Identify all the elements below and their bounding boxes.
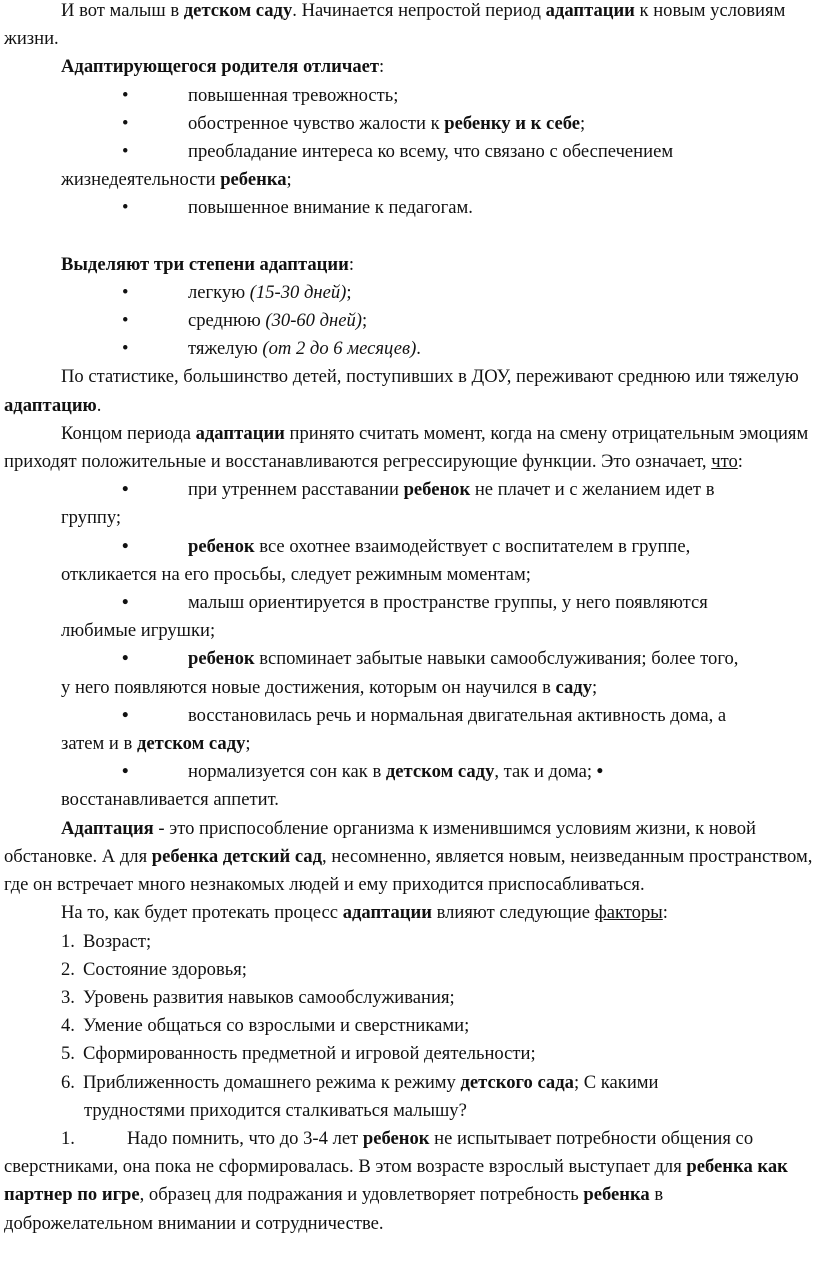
adaptation-definition bbox=[4, 815, 814, 900]
bullet-mark: • bbox=[596, 761, 604, 783]
italic-text: (30-60 дней) bbox=[265, 310, 362, 332]
bold-heading: Выделяют три степени адаптации bbox=[61, 253, 349, 275]
text: По статистике, большинство детей, поступивших в ДОУ, переживают среднюю или тяжелую bbox=[61, 366, 799, 388]
text: у него появляются новые достижения, которым он научился в bbox=[61, 676, 556, 698]
list-number: 1. bbox=[61, 1127, 75, 1149]
text: Приближенность домашнего режима к режиму bbox=[83, 1071, 461, 1093]
list-number: 1. bbox=[61, 930, 75, 952]
list-item bbox=[4, 138, 814, 194]
text: . Начинается непростой период bbox=[292, 0, 546, 21]
degrees-heading bbox=[4, 251, 814, 279]
text: не плачет и с желанием идет в bbox=[470, 479, 715, 501]
text: повышенное внимание к педагогам. bbox=[188, 197, 473, 219]
text: в доброжелательном внимании и сотрудничестве. bbox=[4, 1184, 664, 1234]
text: ; bbox=[245, 733, 251, 755]
bullet-mark: • bbox=[122, 281, 129, 303]
text: легкую bbox=[188, 281, 250, 303]
bold-heading: Адаптирующегося родителя отличает bbox=[61, 56, 380, 78]
text: преобладание интереса ко всему, что связано с обеспечением bbox=[188, 141, 674, 163]
text: Состояние здоровья; bbox=[83, 958, 247, 980]
text: вспоминает забытые навыки самообслуживания; более того, bbox=[254, 648, 739, 670]
text: не испытывает потребности общения со сверстниками, она пока не сформировалась. В этом возрасте взрослый выступает для bbox=[4, 1127, 754, 1178]
text: ; bbox=[362, 310, 368, 332]
text: ; bbox=[346, 281, 352, 303]
bullet-mark: • bbox=[122, 84, 129, 106]
bold-text: адаптацию bbox=[4, 394, 97, 416]
blank-line bbox=[4, 223, 814, 251]
text: при утреннем расставании bbox=[188, 479, 404, 501]
list-item bbox=[4, 702, 814, 758]
underlined-text: факторы bbox=[594, 902, 663, 924]
text: малыш ориентируется в пространстве группы, у него появляются bbox=[188, 592, 708, 614]
text: нормализуется сон как в bbox=[188, 761, 386, 783]
factors-intro bbox=[4, 899, 814, 927]
bold-text: адаптации bbox=[545, 0, 635, 21]
list-item bbox=[4, 758, 814, 814]
parent-heading bbox=[4, 53, 814, 81]
list-item bbox=[4, 476, 814, 532]
bold-text: ребенку и к себе bbox=[444, 112, 581, 134]
bold-text: ребенка bbox=[220, 169, 287, 191]
text: Сформированность предметной и игровой деятельности; bbox=[83, 1043, 536, 1065]
text: Уровень развития навыков самообслуживания; bbox=[83, 986, 455, 1008]
text: восстановилась речь и нормальная двигательная активность дома, а bbox=[188, 704, 727, 726]
list-item bbox=[4, 984, 814, 1012]
text: принято считать момент, когда на смену отрицательным эмоциям приходят положительные и восстанавливаются регрессирующие функции. Это означает, bbox=[4, 422, 809, 473]
end-paragraph bbox=[4, 420, 814, 476]
bold-text: ребенок bbox=[188, 535, 255, 557]
text: Надо помнить, что до 3-4 лет bbox=[127, 1127, 363, 1149]
text: Умение общаться со взрослыми и сверстниками; bbox=[83, 1015, 470, 1037]
text: любимые игрушки; bbox=[61, 620, 216, 642]
bullet-mark: • bbox=[122, 338, 129, 360]
text: влияют следующие bbox=[431, 902, 595, 924]
bullet-mark: • bbox=[122, 310, 129, 332]
text: ; bbox=[580, 112, 586, 134]
list-number: 4. bbox=[61, 1015, 75, 1037]
text: Концом периода bbox=[61, 422, 196, 444]
bold-text: саду bbox=[555, 676, 593, 698]
text: ; bbox=[286, 169, 292, 191]
list-item bbox=[4, 533, 814, 589]
text: - это приспособление организма к изменившимся условиям жизни, к новой обстановке. А для bbox=[4, 817, 756, 867]
list-item bbox=[4, 589, 814, 645]
list-item bbox=[4, 1040, 814, 1068]
text: тяжелую bbox=[188, 338, 263, 360]
bold-text: Адаптация bbox=[61, 817, 154, 839]
bullet-mark: • bbox=[122, 761, 129, 783]
text: среднюю bbox=[188, 310, 266, 332]
bold-text: адаптации bbox=[195, 422, 285, 444]
text: : bbox=[348, 253, 354, 275]
bold-text: ребенка как партнер по игре bbox=[4, 1156, 788, 1206]
text: повышенная тревожность; bbox=[188, 84, 399, 106]
italic-text: (15-30 дней) bbox=[249, 281, 347, 303]
text: восстанавливается аппетит. bbox=[61, 789, 279, 811]
text: группу; bbox=[61, 507, 122, 529]
text: И вот малыш в bbox=[61, 0, 184, 21]
text: . bbox=[416, 338, 421, 360]
document-body bbox=[4, 0, 814, 1238]
final-paragraph bbox=[4, 1125, 814, 1238]
bold-text: ребенок bbox=[362, 1127, 430, 1149]
list-item bbox=[4, 279, 814, 307]
list-item bbox=[4, 956, 814, 984]
factors-list bbox=[4, 928, 814, 1125]
text: Возраст; bbox=[83, 930, 152, 952]
stats-paragraph bbox=[4, 363, 814, 419]
bold-text: детском саду bbox=[385, 761, 495, 783]
list-item bbox=[4, 1012, 814, 1040]
text: ; С какими bbox=[573, 1071, 659, 1093]
list-item-continuation: трудностями приходится сталкиваться малышу? bbox=[84, 1099, 467, 1121]
bullet-mark: • bbox=[122, 197, 129, 219]
list-item bbox=[4, 928, 814, 956]
bold-text: детском саду bbox=[136, 733, 246, 755]
list-number: 3. bbox=[61, 986, 75, 1008]
bullet-mark: • bbox=[122, 112, 129, 134]
text: все охотнее взаимодействует с воспитателем в группе, bbox=[254, 535, 691, 557]
text: , несомненно, является новым, неизведанным пространством, где он встречает много незнакомых людей и ему приходится приспосабливаться. bbox=[4, 845, 813, 896]
text: , образец для подражания и удовлетворяет потребность bbox=[139, 1184, 584, 1206]
list-item bbox=[4, 82, 814, 110]
bullet-mark: • bbox=[122, 704, 129, 726]
text: ; bbox=[592, 676, 598, 698]
bold-text: адаптации bbox=[342, 902, 432, 924]
bold-text: ребенок bbox=[188, 648, 255, 670]
text: , так и дома; bbox=[494, 761, 597, 783]
text: к новым условиям жизни. bbox=[4, 0, 786, 50]
text: На то, как будет протекать процесс bbox=[61, 902, 343, 924]
text: обостренное чувство жалости к bbox=[188, 112, 445, 134]
list-item bbox=[4, 194, 814, 222]
bullet-mark: • bbox=[122, 592, 129, 614]
list-item bbox=[4, 110, 814, 138]
intro-paragraph bbox=[4, 0, 814, 53]
text: : bbox=[379, 56, 385, 78]
bold-text: детского сада bbox=[460, 1071, 574, 1093]
list-item bbox=[4, 1069, 814, 1097]
list-item bbox=[4, 335, 814, 363]
text: затем и в bbox=[61, 733, 137, 755]
list-number: 6. bbox=[61, 1071, 75, 1093]
text: откликается на его просьбы, следует режимным моментам; bbox=[61, 563, 531, 585]
list-item bbox=[4, 645, 814, 701]
bullet-mark: • bbox=[122, 535, 129, 557]
bold-text: ребенок bbox=[403, 479, 471, 501]
underlined-text: что bbox=[711, 451, 738, 473]
list-number: 2. bbox=[61, 958, 75, 980]
text: жизнедеятельности bbox=[61, 169, 221, 191]
text: . bbox=[96, 394, 102, 416]
list-number: 5. bbox=[61, 1043, 75, 1065]
bold-text: ребенка детский сад bbox=[151, 845, 323, 867]
text: : bbox=[737, 451, 743, 473]
list-item bbox=[4, 307, 814, 335]
italic-text: (от 2 до 6 месяцев) bbox=[262, 338, 417, 360]
bullet-mark: • bbox=[122, 141, 129, 163]
bullet-mark: • bbox=[122, 648, 129, 670]
text: : bbox=[662, 902, 668, 924]
bold-text: детском саду bbox=[183, 0, 293, 21]
bullet-mark: • bbox=[122, 479, 129, 501]
bold-text: ребенка bbox=[583, 1184, 650, 1206]
